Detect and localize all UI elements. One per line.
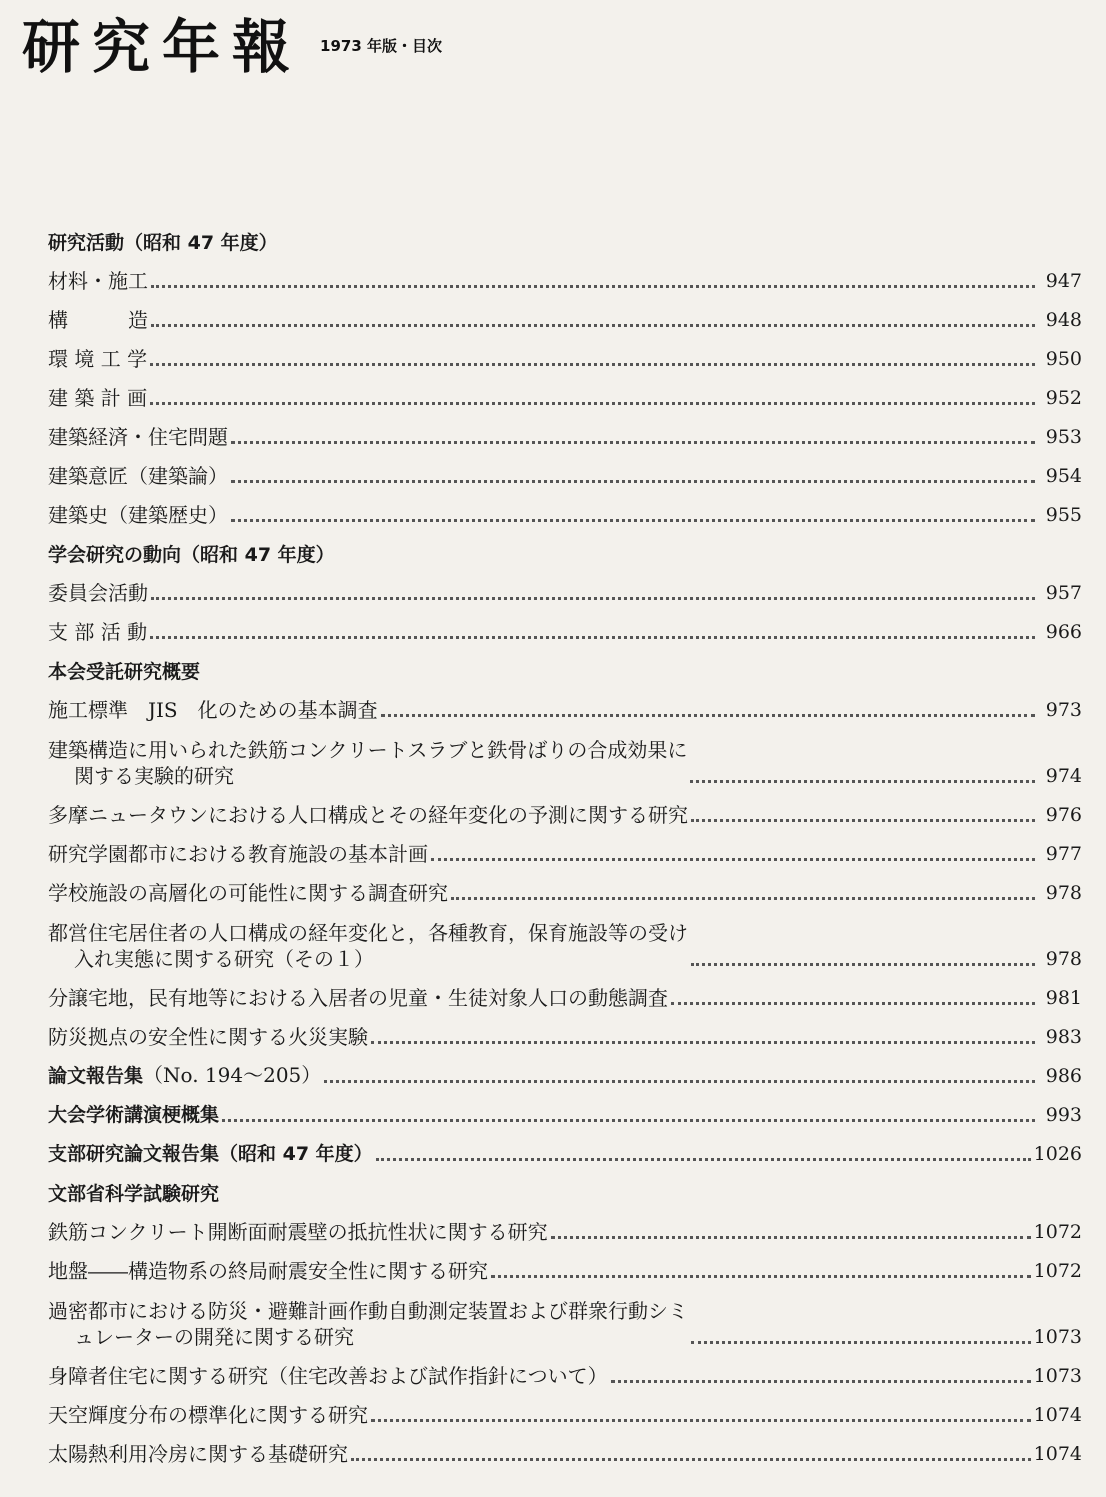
entry-label: 研究学園都市における教育施設の基本計画 [48, 842, 428, 866]
dot-leader [222, 1119, 1035, 1122]
toc-entry [48, 297, 1082, 336]
page-number: 978 [1045, 882, 1082, 904]
toc-entry [48, 492, 1082, 531]
dot-leader [231, 441, 1035, 444]
toc-entry [48, 1053, 1082, 1092]
page-number: 953 [1045, 426, 1082, 448]
toc-entry [48, 726, 1082, 792]
page-number: 978 [1045, 948, 1082, 970]
toc-entry [48, 870, 1082, 909]
entry-label: 施工標準 JIS 化のための基本調査 [48, 698, 378, 722]
entry-label: 大会学術講演梗概集 [48, 1104, 220, 1126]
entry-label: 論文報告集（No. 194〜205） [48, 1063, 322, 1087]
dot-leader [691, 1341, 1031, 1344]
page-number: 1073 [1033, 1326, 1082, 1348]
entry-label: 構 造 [48, 308, 148, 332]
dot-leader [491, 1275, 1031, 1278]
toc-entry [48, 1287, 1082, 1353]
toc-entry [48, 909, 1082, 975]
page-number: 1074 [1033, 1443, 1082, 1465]
toc-entry [48, 375, 1082, 414]
page-number: 948 [1045, 309, 1082, 331]
toc-entry [48, 336, 1082, 375]
page-number: 981 [1045, 987, 1082, 1009]
dot-leader [151, 285, 1035, 288]
page-number: 973 [1045, 699, 1082, 721]
entry-label: 建築構造に用いられた鉄筋コンクリートスラブと鉄骨ばりの合成効果に 関する実験的研究 [48, 738, 688, 788]
page-number: 957 [1045, 582, 1082, 604]
toc-entry [48, 831, 1082, 870]
dot-leader [451, 897, 1035, 900]
entry-label: 身障者住宅に関する研究（住宅改善および試作指針について） [48, 1364, 608, 1388]
dot-leader [551, 1236, 1031, 1239]
toc-section-heading [48, 1170, 1082, 1209]
entry-label: 環 境 工 学 [48, 347, 148, 371]
dot-leader [150, 636, 1035, 639]
dot-leader [690, 780, 1035, 783]
section-label: 文部省科学試験研究 [48, 1183, 220, 1205]
toc-section-heading [48, 531, 1082, 570]
edition-subtitle: 1973 年版・目次 [320, 37, 442, 55]
entry-label: 建 築 計 画 [48, 386, 148, 410]
dot-leader [371, 1419, 1031, 1422]
page-number: 952 [1045, 387, 1082, 409]
dot-leader [151, 324, 1035, 327]
entry-label: 建築経済・住宅問題 [48, 425, 228, 449]
toc-entry [48, 453, 1082, 492]
page-number: 950 [1045, 348, 1082, 370]
entry-label: 支部研究論文報告集（昭和 47 年度） [48, 1143, 373, 1165]
dot-leader [671, 1002, 1035, 1005]
entry-label: 太陽熱利用冷房に関する基礎研究 [48, 1442, 348, 1466]
dot-leader [150, 402, 1035, 405]
entry-label: 鉄筋コンクリート開断面耐震壁の抵抗性状に関する研究 [48, 1220, 548, 1244]
entry-label: 多摩ニュータウンにおける人口構成とその経年変化の予測に関する研究 [48, 803, 688, 827]
page-number: 974 [1045, 765, 1082, 787]
toc-section-heading [48, 219, 1082, 258]
toc-entry [48, 687, 1082, 726]
toc-entry [48, 1248, 1082, 1287]
dot-leader [691, 819, 1035, 822]
table-of-contents [48, 219, 1082, 1470]
dot-leader [351, 1458, 1031, 1461]
page-title: 研究年報 [22, 13, 303, 81]
dot-leader [151, 597, 1035, 600]
page-number: 947 [1045, 270, 1082, 292]
toc-entry [48, 1209, 1082, 1248]
toc-entry [48, 792, 1082, 831]
page-number: 966 [1045, 621, 1082, 643]
page-number: 955 [1045, 504, 1082, 526]
entry-label: 地盤――構造物系の終局耐震安全性に関する研究 [48, 1259, 488, 1283]
page-number: 1073 [1033, 1365, 1082, 1387]
toc-entry [48, 258, 1082, 297]
dot-leader [691, 963, 1035, 966]
entry-label: 分譲宅地，民有地等における入居者の児童・生徒対象人口の動態調査 [48, 986, 668, 1010]
toc-entry [48, 414, 1082, 453]
entry-label: 建築意匠（建築論） [48, 464, 228, 488]
entry-label: 委員会活動 [48, 581, 148, 605]
entry-label: 天空輝度分布の標準化に関する研究 [48, 1403, 368, 1427]
entry-label: 材料・施工 [48, 269, 148, 293]
page-number: 1072 [1033, 1260, 1082, 1282]
toc-entry [48, 1431, 1082, 1470]
section-label: 学会研究の動向（昭和 47 年度） [48, 544, 335, 566]
dot-leader [324, 1080, 1035, 1083]
dot-leader [231, 519, 1035, 522]
page-number: 954 [1045, 465, 1082, 487]
page-number: 986 [1045, 1065, 1082, 1087]
page-number: 1026 [1033, 1143, 1082, 1165]
entry-label: 支 部 活 動 [48, 620, 148, 644]
toc-entry [48, 1353, 1082, 1392]
toc-entry [48, 1014, 1082, 1053]
dot-leader [381, 714, 1035, 717]
page-number: 1072 [1033, 1221, 1082, 1243]
dot-leader [376, 1158, 1031, 1161]
dot-leader [431, 858, 1035, 861]
entry-label: 建築史（建築歴史） [48, 503, 228, 527]
page-number: 993 [1045, 1104, 1082, 1126]
entry-label: 学校施設の高層化の可能性に関する調査研究 [48, 881, 448, 905]
entry-label: 都営住宅居住者の人口構成の経年変化と，各種教育，保育施設等の受け 入れ実態に関する研究（その１） [48, 921, 688, 971]
toc-entry [48, 1131, 1082, 1170]
entry-label: 過密都市における防災・避難計画作動自動測定装置および群衆行動シミ ュレーターの開発に関する研究 [48, 1299, 688, 1349]
toc-entry [48, 609, 1082, 648]
toc-entry [48, 1392, 1082, 1431]
masthead [22, 13, 442, 81]
toc-section-heading [48, 648, 1082, 687]
page-number: 1074 [1033, 1404, 1082, 1426]
toc-entry [48, 570, 1082, 609]
toc-entry [48, 975, 1082, 1014]
page-number: 983 [1045, 1026, 1082, 1048]
page-number: 977 [1045, 843, 1082, 865]
section-label: 本会受託研究概要 [48, 661, 201, 683]
dot-leader [231, 480, 1035, 483]
page-number: 976 [1045, 804, 1082, 826]
dot-leader [371, 1041, 1035, 1044]
dot-leader [150, 363, 1035, 366]
toc-entry [48, 1092, 1082, 1131]
dot-leader [611, 1380, 1031, 1383]
section-label: 研究活動（昭和 47 年度） [48, 232, 278, 254]
entry-label: 防災拠点の安全性に関する火災実験 [48, 1025, 368, 1049]
